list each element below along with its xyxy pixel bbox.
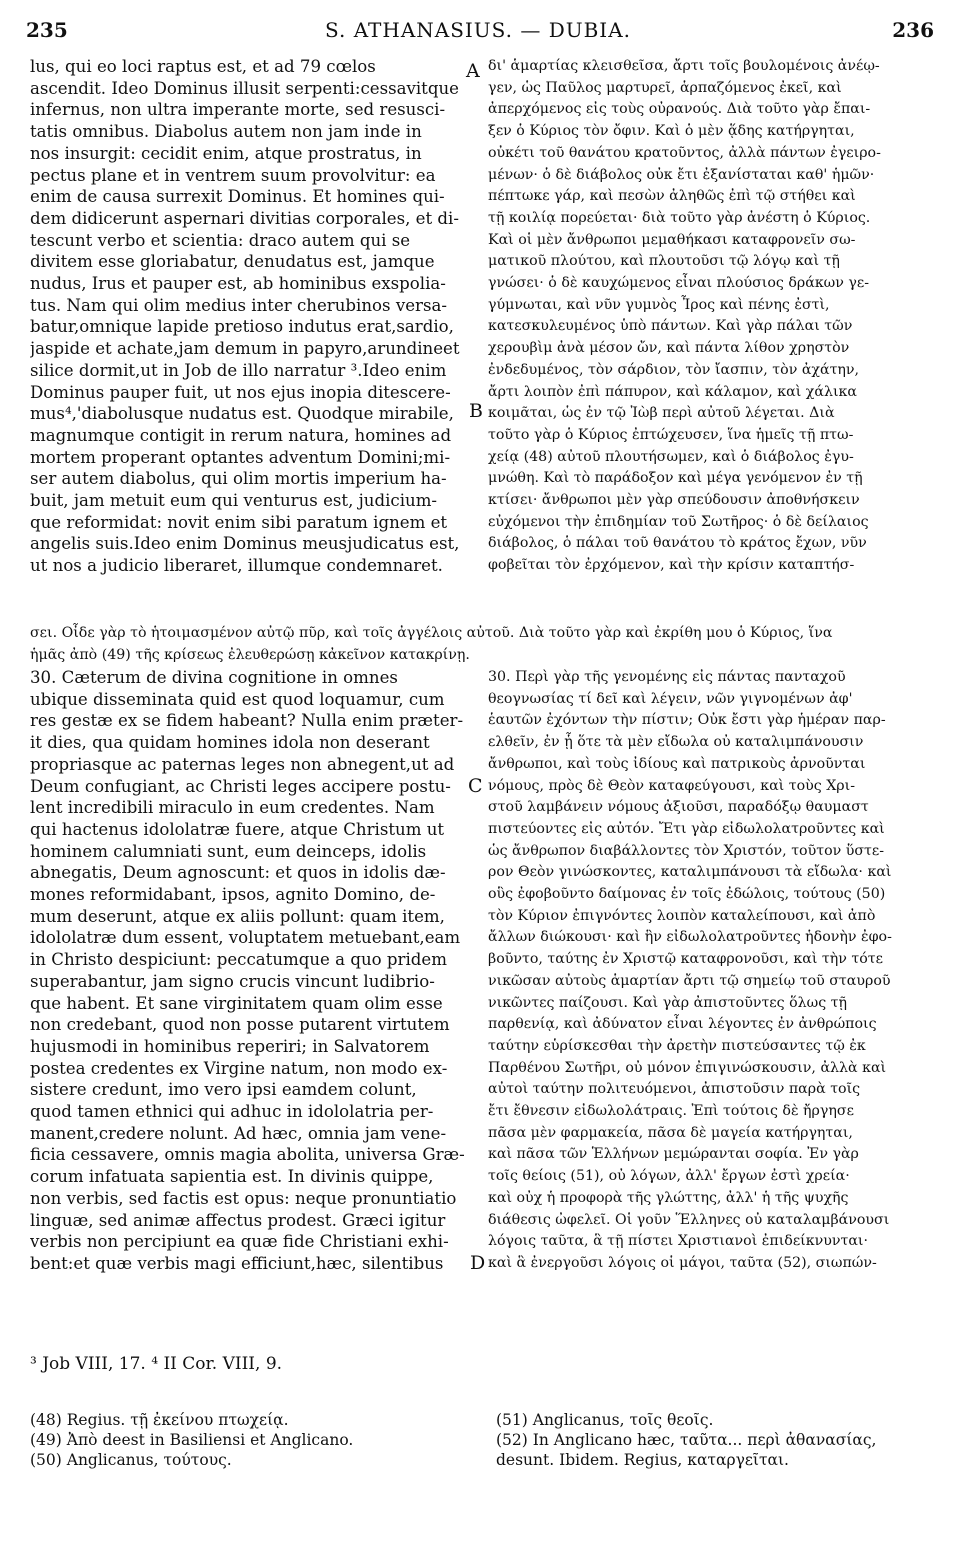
text-line: Deum confugiant, ac Christi leges accipere postu-	[30, 776, 451, 796]
greek-spanning-text	[30, 623, 940, 666]
footnotes-left	[30, 1410, 470, 1470]
text-line: γύμνωται, καὶ νῦν γυμνὸς Ἶρος καὶ πένης ἐστὶ,	[488, 296, 830, 313]
text-line: 30. Περὶ γὰρ τῆς γενομένης εἰς πάντας πανταχοῦ	[488, 669, 846, 685]
text-line: λόγοις ταῦτα, ἃ τῇ πίστει Χριστιανοὶ ἐπιδείκνυνται·	[488, 1233, 868, 1250]
text-line: τὸν Κύριον ἐπιγνόντες λοιπὸν καταλείπουσι, καὶ ἀπὸ	[488, 907, 876, 924]
footnote-line: (52) In Anglicano hæc, ταῦτα... περὶ ἀθανασίας,	[496, 1431, 877, 1449]
text-line: 30. Cæterum de divina cognitione in omnes	[30, 668, 398, 687]
text-line: propriasque ac paternas leges non abnegent,ut ad	[30, 754, 455, 774]
text-line: βοῦντο, ταύτης ἐν Χριστῷ καταφρονοῦσι, καὶ τὴν τότε	[488, 951, 883, 968]
text-line: que habent. Et sane virginitatem quam olim esse	[30, 993, 443, 1013]
text-line: batur,omnique lapide pretioso indutus erat,sardio,	[30, 317, 454, 337]
text-line: ἄνθρωποι, καὶ τοὺς ἰδίους καὶ πατρικοὺς ἀρνοῦνται	[488, 755, 866, 772]
text-line: Dominus pauper fuit, ut nos ejus inopia ditescere-	[30, 382, 451, 402]
text-line: jaspide et achate,jam demum in papyro,arundineet	[30, 339, 460, 359]
text-line: τῇ κοιλίᾳ πορεύεται· διὰ τοῦτο γὰρ ἀνέστη ὁ Κύριος.	[488, 209, 871, 226]
margin-letter-d: D	[470, 1252, 486, 1274]
text-line: in Christo despiciunt: peccatumque a quo pridem	[30, 950, 447, 970]
text-line: μνώθη. Καὶ τὸ παράδοξον καὶ μέγα γενόμενον ἐν τῇ	[488, 470, 863, 487]
text-line: nudus, Irus et pauper est, ab hominibus exspolia-	[30, 274, 446, 294]
text-line: πέπτωκε γάρ, καὶ πεσὼν ἀληθῶς ἐπὶ τῷ στήθει καὶ	[488, 188, 856, 205]
text-line: ματικοῦ πλούτου, καὶ πλουτοῦσι τῷ λόγῳ καὶ τῇ	[488, 253, 840, 270]
text-line: silice dormit,ut in Job de illo narratur ³.Ideo enim	[30, 360, 447, 380]
text-line: non verbis, sed factis est opus: neque pronuntiatio	[30, 1188, 457, 1208]
text-line: sistere credunt, imo vero ipsi eamdem colunt,	[30, 1080, 417, 1100]
text-line: lent incredibili miraculo in eum credentes. Nam	[30, 798, 435, 818]
text-line: hominem calumniati sunt, eum deinceps, idolis	[30, 841, 427, 861]
text-line: καὶ ἃ ἐνεργοῦσι λόγοις οἱ μάγοι, ταῦτα (52), σιωπών-	[488, 1254, 877, 1271]
text-line: νικῶσαν αὐτοὺς ἁμαρτίαν ἄρτι τῷ σημείῳ τοῦ σταυροῦ	[488, 972, 891, 989]
text-line: quod tamen ethnici qui adhuc in idololatria per-	[30, 1102, 434, 1122]
text-line: infernus, non ultra imperante morte, sed resusci-	[30, 100, 446, 120]
text-line: καὶ πᾶσα τῶν Ἑλλήνων μεμώρανται σοφία. Ἐν γὰρ	[488, 1146, 859, 1163]
text-line: ξεν ὁ Κύριος τὸν ὄφιν. Καὶ ὁ μὲν ᾅδης κατήργηται,	[488, 123, 855, 140]
text-line: διάθεσις ὠφελεῖ. Οἱ γοῦν Ἕλληνες οὐ καταλαμβάνουσι	[488, 1211, 890, 1228]
footnote-line: (49) Ἀπὸ deest in Basiliensi et Anglicano.	[30, 1431, 354, 1449]
text-line: νικῶντες παίζουσι. Καὶ γὰρ ἀπιστοῦντες ὅλως τῇ	[488, 994, 848, 1011]
page-number-right: 236	[892, 18, 934, 42]
text-line: buit, jam metuit eum qui venturus est, judicium-	[30, 491, 438, 511]
text-line: εὐχόμενοι τὴν ἐπιδημίαν τοῦ Σωτῆρος· ὁ δὲ δείλαιος	[488, 513, 869, 530]
footnote-line: (48) Regius. τῇ ἐκείνου πτωχείᾳ.	[30, 1411, 289, 1429]
text-line: tatis omnibus. Diabolus autem non jam inde in	[30, 122, 422, 142]
text-line: ρον Θεὸν γινώσκοντες, καταλιμπάνουσι τὰ εἴδωλα· καὶ	[488, 864, 892, 881]
text-line: κατεσκυλευμένος ὑπὸ πάντων. Καὶ γὰρ πάλαι τῶν	[488, 318, 853, 335]
text-line: manent,credere nolunt. Ad hæc, omnia jam vene-	[30, 1123, 447, 1143]
text-line: πιστεύοντες εἰς αὐτόν. Ἔτι γὰρ εἰδωλολατροῦντες καὶ	[488, 820, 885, 837]
text-line: οὓς ἐφοβοῦντο δαίμονας ἐν τοῖς ἐδώλοις, τούτους (50)	[488, 886, 886, 903]
text-line: tus. Nam qui olim medius inter cherubinos versa-	[30, 295, 447, 315]
margin-letter-c: C	[468, 775, 483, 797]
footnote-line: desunt. Ibidem. Regius, καταργεῖται.	[496, 1451, 789, 1469]
text-line: qui hactenus idololatræ fuere, atque Christum ut	[30, 819, 445, 839]
page-number-left: 235	[26, 18, 68, 42]
text-line: magnumque contigit in rerum natura, homines ad	[30, 425, 452, 445]
text-line: enim de causa surrexit Dominus. Et homines qui-	[30, 187, 445, 207]
text-line: non credebant, quod non posse putarent virtutem	[30, 1015, 450, 1035]
text-line: σει. Οἶδε γὰρ τὸ ἡτοιμασμένον αὐτῷ πῦρ, καὶ τοῖς ἀγγέλοις αὐτοῦ. Διὰ τοῦτο γὰρ καὶ ἐκρίθη μου ὁ Κύριος, ἵνα	[30, 625, 833, 641]
running-title: S. ATHANASIUS. — DUBIA.	[324, 18, 632, 42]
text-line: ἑαυτῶν ἐχόντων τὴν πίστιν; Οὐκ ἔστι γὰρ ἡμέραν παρ-	[488, 712, 886, 729]
text-line: mum deserunt, atque ex aliis pollunt: quam item,	[30, 906, 445, 926]
text-line: δι' ἁμαρτίας κλεισθεῖσα, ἄρτι τοῖς βουλομένοις ἀνέῳ-	[488, 58, 880, 74]
text-line: tescunt verbo et scientia: draco autem qui se	[30, 230, 411, 250]
text-line: ἔτι ἔθνεσιν εἰδωλολάτραις. Ἐπὶ τούτοις δὲ ἤργησε	[488, 1103, 854, 1120]
footnote-line: (51) Anglicanus, τοῖς θεοῖς.	[496, 1411, 714, 1429]
text-line: ταύτην εὑρίσκεσθαι τὴν ἀρετὴν πιστεύσαντες τῷ ἐκ	[488, 1037, 866, 1054]
text-line: παρθενίᾳ, καὶ ἀδύνατον εἶναι λέγοντες ἐν ἀνθρώποις	[488, 1016, 877, 1033]
text-line: στοῦ λαμβάνειν νόμους ἀξιοῦσι, παραδόξῳ θαυμαστ	[488, 799, 869, 816]
text-line: it dies, qua quidam homines idola non deserant	[30, 733, 430, 753]
text-line: φοβεῖται τὸν ἐρχόμενον, καὶ τὴν κρίσιν καταπτήσ-	[488, 557, 855, 574]
text-line: nos insurgit: cecidit enim, atque prostratus, in	[30, 143, 422, 163]
text-line: idololatræ dum essent, voluptatem metuebant,eam	[30, 928, 461, 948]
text-line: res gestæ ex se fidem habeant? Nulla enim præter-	[30, 711, 464, 731]
text-line: pectus plane et in ventrem suum provolvitur: ea	[30, 165, 436, 185]
text-line: Παρθένου Σωτῆρι, οὐ μόνον ἐπιγινώσκουσιν, ἀλλὰ καὶ	[488, 1059, 887, 1076]
text-line: ἐνδεδυμένος, τὸν σάρδιον, τὸν ἴασπιν, τὸν ἀχάτην,	[488, 361, 860, 378]
text-line: πᾶσα μὲν φαρμακεία, πᾶσα δὲ μαγεία κατήργηται,	[488, 1124, 853, 1141]
footnotes-right	[496, 1410, 936, 1470]
text-line: linguæ, sed animæ affectus prodest. Græci igitur	[30, 1210, 446, 1230]
margin-letter-a: A	[466, 60, 480, 82]
text-line: ubique disseminata quid est quod loquamur, cum	[30, 689, 445, 709]
text-line: ἀπερχόμενος εἰς τοὺς οὐρανούς. Διὰ τοῦτο γὰρ ἔπαι-	[488, 101, 871, 118]
text-line: κοιμᾶται, ὡς ἐν τῷ Ἰὼβ περὶ αὐτοῦ λέγεται. Διὰ	[488, 405, 835, 422]
greek-column-bottom	[488, 667, 934, 1275]
text-line: κτίσει· ἄνθρωποι μὲν γὰρ σπεύδουσιν ἀποθνήσκειν	[488, 492, 860, 509]
text-line: superabantur, jam signo crucis vincunt ludibrio-	[30, 971, 435, 991]
greek-column-top	[488, 56, 934, 577]
text-line: αὐτοὶ ταύτην πολιτευόμενοι, ἀπιστοῦσιν παρὰ τοῖς	[488, 1081, 861, 1098]
text-line: ascendit. Ideo Dominus illusit serpenti:cessavitque	[30, 78, 459, 98]
text-line: ut nos a judicio liberaret, illumque condemnaret.	[30, 556, 443, 576]
latin-column-top	[30, 56, 475, 577]
text-line: ἄλλων διώκουσι· καὶ ἣν εἰδωλολατροῦντες ἡδονὴν ἐφο-	[488, 929, 892, 946]
text-line: mus⁴,'diabolusque nudatus est. Quodque mirabile,	[30, 404, 454, 424]
margin-letter-b: B	[469, 400, 483, 422]
text-line: μένων· ὁ δὲ διάβολος οὐκ ἔτι ἐξανίσταται καθ' ἡμῶν·	[488, 166, 875, 183]
text-line: γνώσει· ὁ δὲ καυχώμενος εἶναι πλούσιος δράκων γε-	[488, 275, 870, 292]
text-line: καὶ οὐχ ἡ προφορὰ τῆς γλώττης, ἀλλ' ἡ τῆς ψυχῆς	[488, 1189, 849, 1206]
text-line: ser autem diabolus, qui olim mortis imperium ha-	[30, 469, 447, 489]
text-line: γεν, ὡς Παῦλος μαρτυρεῖ, ἁρπαζόμενος ἐκεῖ, καὶ	[488, 79, 842, 96]
text-line: bent:et quæ verbis magi efficiunt,hæc, silentibus	[30, 1253, 444, 1273]
text-line: τοῖς θείοις (51), οὐ λόγων, ἀλλ' ἔργων ἐστὶ χρεία·	[488, 1168, 850, 1185]
text-line: ἡμᾶς ἀπὸ (49) τῆς κρίσεως ἐλευθερώσῃ κἀκεῖνον κατακρίνῃ.	[30, 646, 470, 663]
footnote-line: (50) Anglicanus, τούτους.	[30, 1451, 232, 1469]
footnotes-scripture: ³ Job VIII, 17. ⁴ II Cor. VIII, 9.	[30, 1354, 283, 1374]
text-line: ficia cessavere, omnis magia abolita, universa Græ-	[30, 1145, 465, 1165]
text-line: divitem esse gloriabatur, denudatus est, jamque	[30, 252, 435, 272]
text-line: postea credentes ex Virgine natum, non modo ex-	[30, 1058, 448, 1078]
text-line: abnegatis, Deum agnoscunt: et quos in idolis dæ-	[30, 863, 446, 883]
text-line: νόμους, πρὸς δὲ Θεὸν καταφεύγουσι, καὶ τοὺς Χρι-	[488, 777, 855, 794]
text-line: ελθεῖν, ἐν ᾗ ὅτε τὰ μὲν εἴδωλα οὐ καταλιμπάνουσιν	[488, 734, 864, 751]
text-line: que reformidat: novit enim sibi paratum ignem et	[30, 512, 448, 532]
text-line: mortem properant optantes adventum Domini;mi-	[30, 447, 451, 467]
text-line: Καὶ οἱ μὲν ἄνθρωποι μεμαθήκασι καταφρονεῖν σω-	[488, 231, 856, 248]
text-line: hujusmodi in hominibus reperiri; in Salvatorem	[30, 1036, 430, 1056]
text-line: χείᾳ (48) αὐτοῦ πλουτήσωμεν, καὶ ὁ διάβολος ἐγυ-	[488, 448, 854, 465]
text-line: οὐκέτι τοῦ θανάτου κρατοῦντος, ἀλλὰ πάντων ἐγειρο-	[488, 144, 881, 161]
text-line: χερουβὶμ ἀνὰ μέσον ὤν, καὶ πάντα λίθον χρηστὸν	[488, 340, 850, 357]
text-line: ἄρτι λοιπὸν ἐπὶ πάπυρον, καὶ κάλαμον, καὶ χάλικα	[488, 383, 857, 400]
text-line: θεογνωσίας τί δεῖ καὶ λέγειν, νῶν γιγνομένων ἀφ'	[488, 690, 853, 707]
text-line: ὡς ἄνθρωπον διαβάλλοντες τὸν Χριστόν, τοῦτον ὕστε-	[488, 842, 885, 859]
text-line: διάβολος, ὁ πάλαι τοῦ θανάτου τὸ κράτος ἔχων, νῦν	[488, 535, 867, 552]
text-line: dem didicerunt aspernari divitias corporales, et di-	[30, 208, 459, 228]
text-line: τοῦτο γὰρ ὁ Κύριος ἐπτώχευσεν, ἵνα ἡμεῖς τῇ πτω-	[488, 426, 854, 443]
latin-column-bottom	[30, 667, 475, 1275]
text-line: corum infatuata sapientia est. In divinis quippe,	[30, 1167, 434, 1187]
text-line: mones reformidabant, ipsos, agnito Domino, de-	[30, 885, 436, 905]
text-line: lus, qui eo loci raptus est, et ad 79 cœlos	[30, 57, 376, 76]
text-line: angelis suis.Ideo enim Dominus meusjudicatus est,	[30, 534, 460, 554]
running-header	[0, 18, 956, 48]
text-line: verbis non percipiunt ea quæ fide Christiani exhi-	[30, 1232, 449, 1252]
